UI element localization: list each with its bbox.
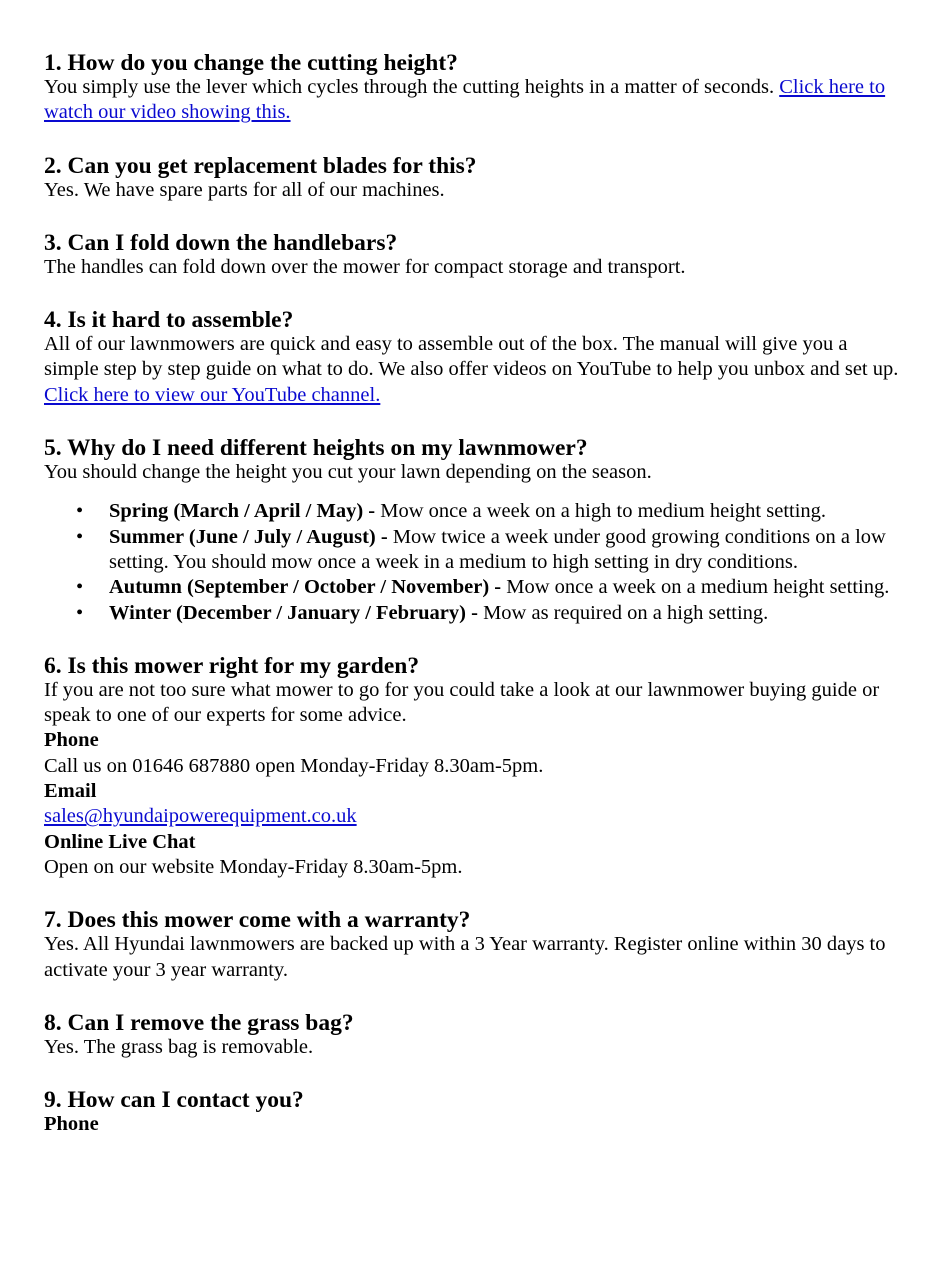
season-label: Summer (June / July / August) - bbox=[109, 525, 393, 548]
bullet-icon: • bbox=[76, 576, 84, 599]
email-label: Email bbox=[44, 780, 97, 803]
faq-question: 2. Can you get replacement blades for this? bbox=[44, 152, 477, 179]
faq-question: 7. Does this mower come with a warranty? bbox=[44, 907, 471, 934]
faq-answer: The handles can fold down over the mower for compact storage and transport. bbox=[44, 255, 686, 278]
faq-answer-text: All of our lawnmowers are quick and easy to assemble out of the box. The manual will give you a simple step by step guide on what to do. We also offer videos on YouTube to help you unbox and set up. bbox=[44, 333, 899, 381]
faq-item-3 bbox=[44, 229, 906, 280]
season-text: Mow once a week on a high to medium height setting. bbox=[380, 500, 827, 523]
faq-answer: Yes. We have spare parts for all of our machines. bbox=[44, 178, 445, 201]
season-item-winter bbox=[76, 601, 906, 626]
live-chat-label: Online Live Chat bbox=[44, 830, 196, 853]
faq-answer: You should change the height you cut your lawn depending on the season. bbox=[44, 461, 652, 484]
faq-document bbox=[44, 49, 906, 1163]
faq-question: 8. Can I remove the grass bag? bbox=[44, 1009, 354, 1036]
video-link[interactable]: Click here to watch our video showing this. bbox=[44, 76, 886, 124]
season-text: Mow once a week on a medium height setting. bbox=[506, 576, 890, 599]
season-text: Mow twice a week under good growing conditions on a low setting. You should mow once a week in a medium to high setting in dry conditions. bbox=[109, 525, 886, 573]
phone-label: Phone bbox=[44, 1113, 99, 1136]
faq-item-6 bbox=[44, 652, 906, 880]
faq-item-9 bbox=[44, 1086, 906, 1137]
phone-label: Phone bbox=[44, 729, 99, 752]
season-label: Autumn (September / October / November) - bbox=[109, 576, 507, 599]
season-list bbox=[44, 499, 906, 625]
faq-item-7 bbox=[44, 906, 906, 983]
bullet-icon: • bbox=[76, 525, 84, 548]
faq-question: 3. Can I fold down the handlebars? bbox=[44, 229, 398, 256]
faq-answer: Yes. All Hyundai lawnmowers are backed up with a 3 Year warranty. Register online within 30 days to activate your 3 year warranty. bbox=[44, 933, 886, 981]
faq-question: 1. How do you change the cutting height? bbox=[44, 50, 458, 76]
season-label: Spring (March / April / May) - bbox=[109, 500, 381, 523]
season-item-summer bbox=[76, 525, 906, 576]
youtube-channel-link[interactable]: Click here to view our YouTube channel. bbox=[44, 383, 381, 406]
faq-item-8 bbox=[44, 1009, 906, 1060]
faq-item-4 bbox=[44, 306, 906, 408]
faq-answer bbox=[44, 75, 906, 126]
faq-question: 4. Is it hard to assemble? bbox=[44, 307, 294, 334]
season-item-autumn bbox=[76, 575, 906, 600]
phone-text: Call us on 01646 687880 open Monday-Friday 8.30am-5pm. bbox=[44, 754, 544, 777]
faq-item-2 bbox=[44, 152, 906, 203]
email-line bbox=[44, 804, 906, 829]
faq-answer-text: You simply use the lever which cycles through the cutting heights in a matter of seconds. bbox=[44, 76, 780, 98]
bullet-icon: • bbox=[76, 601, 84, 624]
season-text: Mow as required on a high setting. bbox=[483, 601, 769, 624]
season-label: Winter (December / January / February) - bbox=[109, 601, 484, 624]
faq-answer bbox=[44, 332, 906, 408]
faq-item-1 bbox=[44, 49, 906, 126]
faq-answer: If you are not too sure what mower to go for you could take a look at our lawnmower buying guide or speak to one of our experts for some advice. bbox=[44, 678, 880, 727]
live-chat-text: Open on our website Monday-Friday 8.30am-5pm. bbox=[44, 855, 463, 878]
faq-answer: Yes. The grass bag is removable. bbox=[44, 1035, 314, 1058]
email-link[interactable]: sales@hyundaipowerequipment.co.uk bbox=[44, 805, 357, 828]
season-item-spring bbox=[76, 499, 906, 524]
faq-question: 5. Why do I need different heights on my lawnmower? bbox=[44, 435, 588, 462]
faq-question: 9. How can I contact you? bbox=[44, 1087, 304, 1114]
faq-item-5 bbox=[44, 434, 906, 626]
bullet-icon: • bbox=[76, 500, 84, 523]
faq-question: 6. Is this mower right for my garden? bbox=[44, 652, 420, 679]
